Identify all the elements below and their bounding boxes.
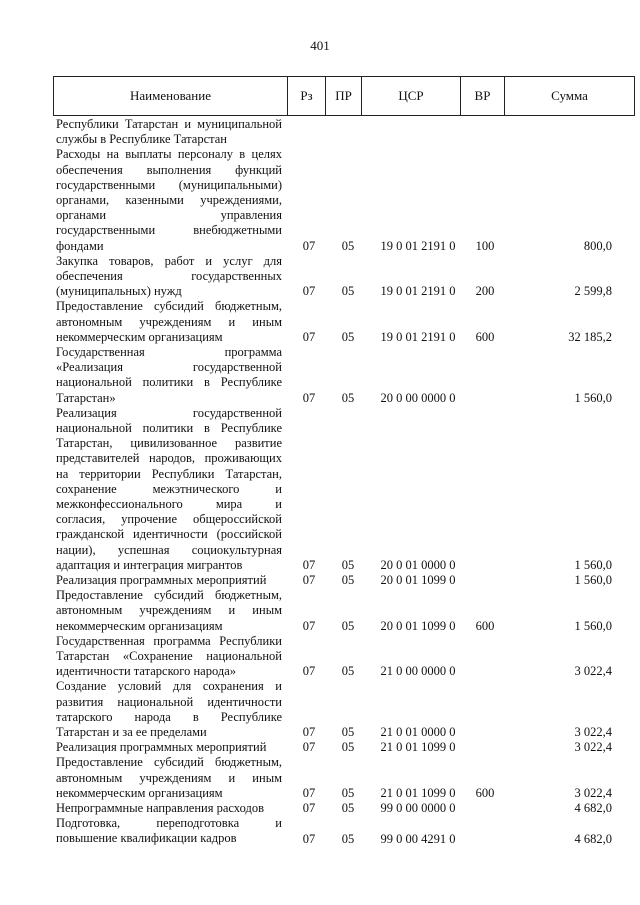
row-name-line: некоммерческим организациям (56, 618, 223, 633)
table-row (56, 299, 636, 345)
row-pr: 05 (341, 785, 355, 800)
row-csr: 19 0 01 2191 0 (380, 329, 456, 344)
row-name-line: Предоставление субсидий бюджетным, (56, 755, 282, 770)
header-rz: Рз (288, 77, 326, 116)
table-row (56, 755, 636, 801)
row-rz: 07 (302, 664, 316, 679)
row-pr: 05 (341, 284, 355, 299)
row-name-line: национальной политики в Республике (56, 375, 282, 390)
row-csr: 20 0 01 1099 0 (380, 618, 456, 633)
row-csr: 21 0 00 0000 0 (380, 664, 456, 679)
row-csr: 20 0 00 0000 0 (380, 390, 456, 405)
table-row (56, 345, 636, 406)
row-pr: 05 (341, 740, 355, 755)
table-row (56, 588, 636, 634)
row-name-line: Татарстан, цивилизованное развитие (56, 436, 282, 451)
table-row (56, 740, 636, 755)
row-name-line: Подготовка, переподготовка и (56, 816, 282, 831)
row-name-line: органами управления (56, 208, 282, 223)
row-rz: 07 (302, 390, 316, 405)
row-pr: 05 (341, 831, 355, 846)
table-header (53, 76, 635, 116)
row-vr: 600 (475, 618, 495, 633)
row-name-line: автономным учреждениям и иным (56, 770, 282, 785)
row-name-line: развития национальной идентичности (56, 694, 282, 709)
table-row (56, 816, 636, 846)
row-name (56, 345, 282, 406)
row-sum: 4 682,0 (574, 831, 612, 846)
row-pr: 05 (341, 618, 355, 633)
page-number: 401 (310, 38, 330, 53)
row-name-line: некоммерческим организациям (56, 329, 223, 344)
row-rz: 07 (302, 831, 316, 846)
row-name (56, 634, 282, 680)
row-rz: 07 (302, 785, 316, 800)
row-sum: 3 022,4 (574, 725, 612, 740)
row-name-line: государственными внебюджетными (56, 223, 282, 238)
row-rz: 07 (302, 740, 316, 755)
row-pr: 05 (341, 390, 355, 405)
row-name-line: сохранение межэтнического и (56, 481, 282, 496)
row-name-line: адаптация и интеграция мигрантов (56, 557, 243, 572)
row-name (56, 299, 282, 345)
row-sum: 1 560,0 (574, 573, 612, 588)
row-name-line: автономным учреждениям и иным (56, 603, 282, 618)
row-name-line: Закупка товаров, работ и услуг для (56, 253, 282, 268)
table-row (56, 406, 636, 573)
row-name-line: на территории Республики Татарстан, (56, 466, 282, 481)
row-sum: 3 022,4 (574, 664, 612, 679)
table-row (56, 801, 636, 816)
row-name-line: Республики Татарстан и муниципальной (56, 117, 282, 131)
row-name-line: органами, казенными учреждениями, (56, 193, 282, 207)
row-name-line: нации), успешная социокультурная (56, 542, 282, 557)
row-rz: 07 (302, 573, 316, 588)
table-row (56, 573, 636, 588)
row-rz: 07 (302, 284, 316, 299)
row-rz: 07 (302, 725, 316, 740)
row-rz: 07 (302, 238, 316, 253)
row-pr: 05 (341, 557, 355, 572)
row-pr: 05 (341, 725, 355, 740)
row-name-line: службы в Республике Татарстан (56, 132, 227, 147)
row-name (56, 406, 282, 573)
row-name-line: Государственная программа (56, 345, 282, 359)
row-rz: 07 (302, 618, 316, 633)
row-rz: 07 (302, 801, 316, 816)
row-csr: 20 0 01 0000 0 (380, 557, 456, 572)
row-name (56, 588, 282, 634)
row-pr: 05 (341, 801, 355, 816)
row-vr: 200 (475, 284, 495, 299)
row-name (56, 679, 282, 740)
row-name-line: обеспечения выполнения функций (56, 162, 282, 177)
row-pr: 05 (341, 329, 355, 344)
row-pr: 05 (341, 238, 355, 253)
row-name-line: идентичности татарского народа» (56, 664, 237, 679)
row-vr: 100 (475, 238, 495, 253)
table-row (56, 679, 636, 740)
row-name-line: фондами (56, 238, 104, 253)
row-name (56, 740, 282, 755)
row-sum: 4 682,0 (574, 801, 612, 816)
header-pr: ПР (326, 77, 362, 116)
row-vr: 600 (475, 785, 495, 800)
row-csr: 99 0 00 0000 0 (380, 801, 456, 816)
row-csr: 21 0 01 1099 0 (380, 785, 456, 800)
row-name-line: Реализация государственной (56, 405, 282, 420)
row-csr: 21 0 01 1099 0 (380, 740, 456, 755)
row-csr: 19 0 01 2191 0 (380, 284, 456, 299)
row-name (56, 816, 282, 846)
row-name-line: государственными (муниципальными) (56, 177, 282, 192)
row-name-line: Реализация программных мероприятий (56, 573, 267, 587)
row-name-line: повышение квалификации кадров (56, 831, 237, 846)
row-sum: 3 022,4 (574, 740, 612, 755)
row-csr: 19 0 01 2191 0 (380, 238, 456, 253)
row-vr: 600 (475, 329, 495, 344)
row-pr: 05 (341, 664, 355, 679)
row-name-line: межконфессионального мира и (56, 497, 282, 512)
row-name-line: представителей народов, проживающих (56, 451, 282, 466)
row-name (56, 117, 282, 147)
row-name (56, 801, 282, 816)
row-name-line: гражданской идентичности (российской (56, 527, 282, 542)
row-name-line: согласия, упрочение общероссийской (56, 512, 282, 527)
row-sum: 800,0 (583, 238, 612, 253)
row-name-line: Непрограммные направления расходов (56, 801, 264, 815)
row-name (56, 254, 282, 300)
table-row (56, 147, 636, 253)
row-csr: 20 0 01 1099 0 (380, 573, 456, 588)
row-name-line: «Реализация государственной (56, 360, 282, 375)
row-name-line: автономным учреждениям и иным (56, 314, 282, 329)
table-row (56, 117, 636, 147)
table-row (56, 634, 636, 680)
row-name-line: Создание условий для сохранения и (56, 679, 282, 694)
header-sum: Сумма (505, 77, 635, 116)
row-csr: 99 0 00 4291 0 (380, 831, 456, 846)
row-sum: 3 022,4 (574, 785, 612, 800)
row-sum: 1 560,0 (574, 390, 612, 405)
header-vr: ВР (461, 77, 505, 116)
header-csr: ЦСР (362, 77, 461, 116)
row-sum: 1 560,0 (574, 618, 612, 633)
row-pr: 05 (341, 573, 355, 588)
row-name-line: обеспечения государственных (56, 269, 282, 283)
row-name-line: Расходы на выплаты персоналу в целях (56, 147, 282, 162)
row-sum: 1 560,0 (574, 557, 612, 572)
row-rz: 07 (302, 329, 316, 344)
row-name (56, 573, 282, 588)
row-name-line: Татарстан» (56, 390, 116, 405)
row-name-line: (муниципальных) нужд (56, 284, 182, 299)
row-sum: 32 185,2 (568, 329, 612, 344)
row-sum: 2 599,8 (574, 284, 612, 299)
header-name: Наименование (54, 77, 288, 116)
row-name-line: Предоставление субсидий бюджетным, (56, 588, 282, 603)
table-row (56, 254, 636, 300)
row-name-line: национальной политики в Республике (56, 421, 282, 435)
row-name-line: Татарстан «Сохранение национальной (56, 649, 282, 663)
row-csr: 21 0 01 0000 0 (380, 725, 456, 740)
row-name-line: Реализация программных мероприятий (56, 740, 267, 755)
row-name-line: некоммерческим организациям (56, 785, 223, 800)
row-name-line: татарского народа в Республике (56, 709, 282, 724)
row-rz: 07 (302, 557, 316, 572)
row-name (56, 147, 282, 253)
row-name-line: Государственная программа Республики (56, 633, 282, 648)
row-name (56, 755, 282, 801)
row-name-line: Татарстан и за ее пределами (56, 725, 207, 739)
row-name-line: Предоставление субсидий бюджетным, (56, 299, 282, 314)
